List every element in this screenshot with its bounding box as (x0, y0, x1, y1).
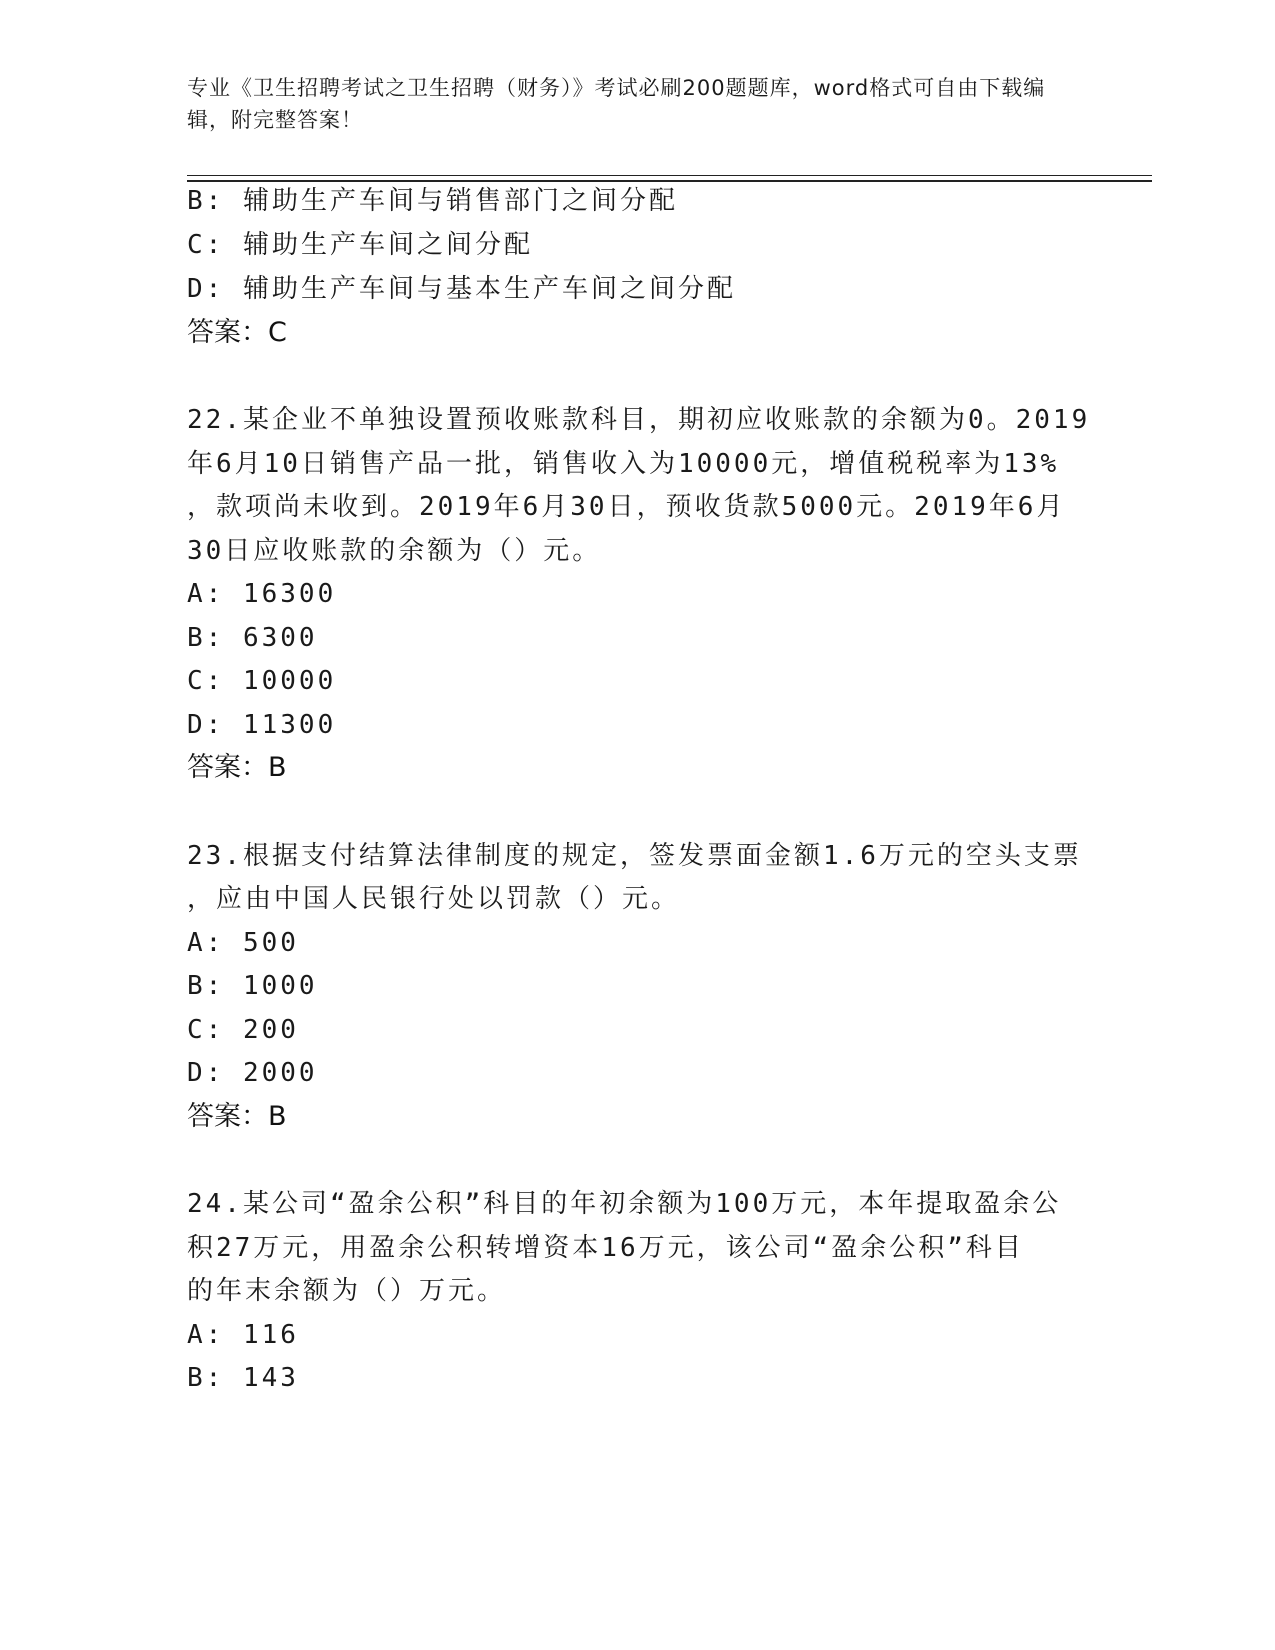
document-header: 专业《卫生招聘考试之卫生招聘（财务）》考试必刷200题题库，word格式可自由下载编辑，附完整答案！ (187, 76, 1046, 132)
q22-text-line-2: 年6月10日销售产品一批，销售收入为10000元，增值税税率为13% (187, 449, 1060, 479)
q22-text-line-3: ，款项尚未收到。2019年6月30日，预收货款5000元。2019年6月 (187, 492, 1066, 522)
q24-option-a: A: 116 (187, 1320, 299, 1350)
q23-option-d: D: 2000 (187, 1058, 318, 1088)
q23-option-b: B: 1000 (187, 971, 318, 1001)
q22-option-d: D: 11300 (187, 710, 337, 740)
header-divider-thin (187, 175, 1152, 176)
q22-text-line-4: 30日应收账款的余额为（）元。 (187, 536, 602, 566)
q21-option-b: B: 辅助生产车间与销售部门之间分配 (187, 186, 678, 216)
q21-option-c: C: 辅助生产车间之间分配 (187, 230, 533, 260)
q23-option-c: C: 200 (187, 1015, 299, 1045)
q23-text-line-1: 23.根据支付结算法律制度的规定，签发票面金额1.6万元的空头支票 (187, 841, 1082, 871)
q22-text-line-1: 22.某企业不单独设置预收账款科目，期初应收账款的余额为0。2019 (187, 405, 1091, 435)
q24-text-line-2: 积27万元，用盈余公积转增资本16万元，该公司“盈余公积”科目 (187, 1233, 1024, 1263)
q24-option-b: B: 143 (187, 1363, 299, 1393)
q21-option-d: D: 辅助生产车间与基本生产车间之间分配 (187, 274, 736, 304)
q22-option-b: B: 6300 (187, 623, 318, 653)
q23-answer: 答案：B (187, 1101, 287, 1132)
header-divider-thick (187, 180, 1152, 182)
q21-answer: 答案：C (187, 317, 287, 348)
q24-text-line-3: 的年末余额为（）万元。 (187, 1276, 507, 1306)
q23-text-line-2: ，应由中国人民银行处以罚款（）元。 (187, 884, 681, 914)
q23-option-a: A: 500 (187, 928, 299, 958)
q24-text-line-1: 24.某公司“盈余公积”科目的年初余额为100万元，本年提取盈余公 (187, 1189, 1062, 1219)
q22-option-c: C: 10000 (187, 666, 337, 696)
q22-answer: 答案：B (187, 752, 287, 783)
q22-option-a: A: 16300 (187, 579, 337, 609)
